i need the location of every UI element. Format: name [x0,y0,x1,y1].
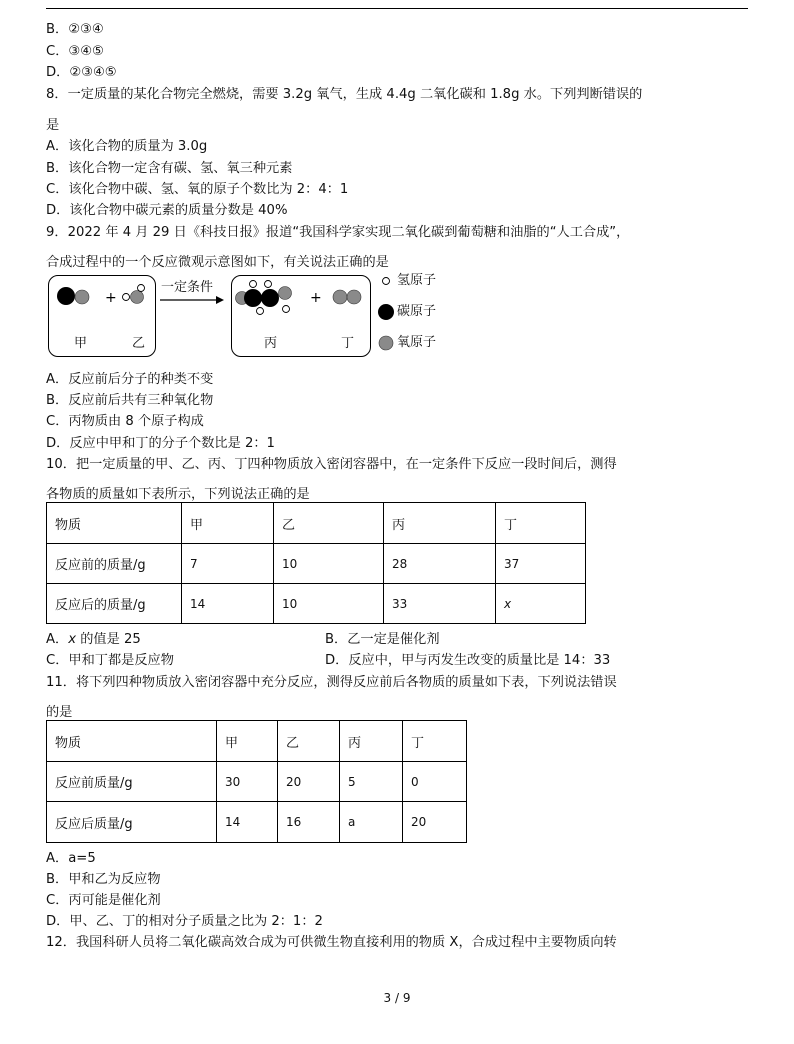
q11-row2-ding: 20 [403,802,467,843]
q10-row1-label: 反应前的质量/g [47,544,182,584]
q8-option-b: B．该化合物一定含有碳、氢、氧三种元素 [46,161,293,176]
legend-oxygen-icon [379,336,393,350]
legend-hydrogen-icon [383,278,390,285]
q10-option-a-text: 的值是 25 [76,632,141,647]
oxygen-atom [347,290,361,304]
q11-option-d: D．甲、乙、丁的相对分子质量之比为 2：1：2 [46,914,323,929]
q8-option-a: A．该化合物的质量为 3.0g [46,139,208,154]
q10-row2-jia: 14 [182,584,274,624]
q7-option-d: D．②③④⑤ [46,65,117,80]
q8-stem-line1: 8．一定质量的某化合物完全燃烧，需要 3.2g 氧气，生成 4.4g 二氧化碳和 1.8g 水。下列判断错误的 [46,87,643,102]
q11-row2-jia: 14 [217,802,278,843]
page-number: 3 / 9 [383,991,411,1005]
oxygen-atom [131,291,144,304]
q11-header-substance: 物质 [47,721,217,762]
q9-stem-line1: 9．2022 年 4 月 29 日《科技日报》报道“我国科学家实现二氧化碳到葡萄糖和油脂的“人工合成”， [46,225,630,240]
q11-row1-bing: 5 [340,762,403,802]
q10-option-d: D．反应中，甲与丙发生改变的质量比是 14：33 [325,653,611,668]
q9-option-b: B．反应前后共有三种氧化物 [46,393,214,408]
label-jia: 甲 [74,336,88,351]
q10-option-a-var: x [68,632,77,647]
oxygen-atom [75,290,89,304]
q10-row1-ding: 37 [496,544,586,584]
q10-header-jia: 甲 [182,503,274,544]
reaction-arrow-head [216,296,224,304]
carbon-atom [261,289,279,307]
q12-stem-line1: 12．我国科研人员将二氧化碳高效合成为可供微生物直接利用的物质 X，合成过程中主要物质向转 [46,935,617,950]
q11-row1-label: 反应前质量/g [47,762,217,802]
q11-header-bing: 丙 [340,721,403,762]
q10-row2-yi: 10 [274,584,384,624]
q11-stem-line2: 的是 [46,705,73,720]
q11-table [46,720,467,843]
q8-stem-line2: 是 [46,118,60,133]
q10-option-b: B．乙一定是催化剂 [325,632,440,647]
q11-option-c: C．丙可能是催化剂 [46,893,161,908]
q11-option-b: B．甲和乙为反应物 [46,872,161,887]
q11-row1-ding: 0 [403,762,467,802]
q11-row2-label: 反应后质量/g [47,802,217,843]
q11-row1-jia: 30 [217,762,278,802]
carbon-atom [57,287,75,305]
q11-row1-yi: 20 [278,762,340,802]
q10-row1-yi: 10 [274,544,384,584]
q11-header-jia: 甲 [217,721,278,762]
q10-option-a [46,631,141,648]
q10-row2-ding: x [496,584,586,624]
hydrogen-atom [257,308,264,315]
label-ding: 丁 [341,336,355,351]
plus-sign-left: + [105,290,117,306]
q10-header-bing: 丙 [384,503,496,544]
legend-carbon: 碳原子 [397,304,437,319]
q11-header-ding: 丁 [403,721,467,762]
hydrogen-atom [123,294,130,301]
q10-table [46,502,586,624]
q10-option-a-prefix: A． [46,632,69,647]
q10-row2-label: 反应后的质量/g [47,584,182,624]
q11-option-a: A．a=5 [46,851,96,866]
q10-header-ding: 丁 [496,503,586,544]
reaction-condition: 一定条件 [161,280,214,295]
q9-option-c: C．丙物质由 8 个原子构成 [46,414,204,429]
plus-sign-right: + [310,290,322,306]
q9-option-a: A．反应前后分子的种类不变 [46,372,214,387]
q10-row1-jia: 7 [182,544,274,584]
q10-option-c: C．甲和丁都是反应物 [46,653,174,668]
hydrogen-atom [250,281,257,288]
q8-option-d: D．该化合物中碳元素的质量分数是 40% [46,203,288,218]
hydrogen-atom [283,306,290,313]
legend-carbon-icon [378,304,394,320]
q7-option-c: C．③④⑤ [46,44,104,59]
q9-option-d: D．反应中甲和丁的分子个数比是 2：1 [46,436,275,451]
label-yi: 乙 [132,336,146,351]
oxygen-atom [279,287,292,300]
label-bing: 丙 [264,336,278,351]
q7-option-b: B．②③④ [46,22,104,37]
legend-hydrogen: 氢原子 [397,273,437,288]
q10-stem-line2: 各物质的质量如下表所示，下列说法正确的是 [46,487,310,502]
q10-header-yi: 乙 [274,503,384,544]
carbon-atom [244,289,262,307]
q10-row1-bing: 28 [384,544,496,584]
q8-option-c: C．该化合物中碳、氢、氧的原子个数比为 2：4：1 [46,182,349,197]
q11-header-yi: 乙 [278,721,340,762]
legend-oxygen: 氧原子 [397,335,437,350]
q10-header-substance: 物质 [47,503,182,544]
oxygen-atom [333,290,347,304]
q11-row2-yi: 16 [278,802,340,843]
q9-stem-line2: 合成过程中的一个反应微观示意图如下，有关说法正确的是 [46,255,389,270]
hydrogen-atom [265,281,272,288]
q10-row2-bing: 33 [384,584,496,624]
q11-stem-line1: 11．将下列四种物质放入密闭容器中充分反应，测得反应前后各物质的质量如下表，下列说法错误 [46,675,617,690]
q10-stem-line1: 10．把一定质量的甲、乙、丙、丁四种物质放入密闭容器中，在一定条件下反应一段时间后，测得 [46,457,617,472]
hydrogen-atom [138,285,145,292]
q11-row2-bing: a [340,802,403,843]
